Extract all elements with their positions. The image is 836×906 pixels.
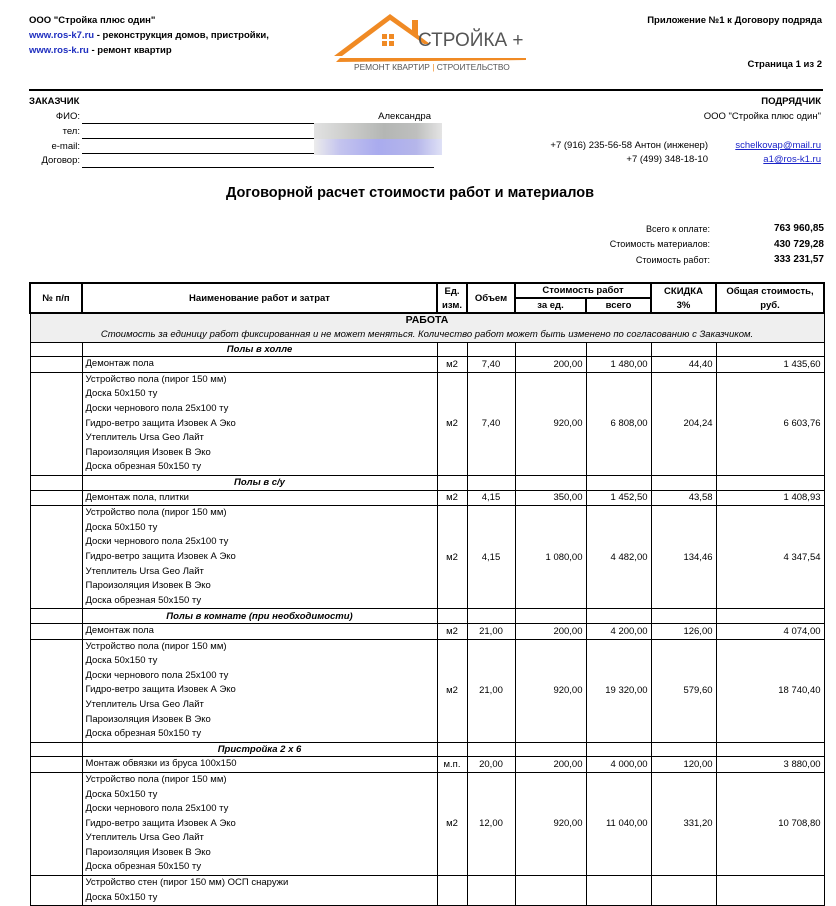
header-num: № п/п — [30, 283, 82, 313]
overall-cell: 1 408,93 — [716, 490, 824, 506]
item-material: Утеплитель Ursa Geo Лайт — [85, 565, 204, 577]
table-row — [30, 876, 824, 906]
item-title: Устройство пола (пирог 150 мм) — [85, 773, 227, 785]
empty-cell — [651, 609, 716, 624]
contract-field-line — [82, 167, 434, 168]
empty-cell — [586, 476, 651, 491]
table-row — [30, 639, 824, 742]
item-title: Устройство стен (пирог 150 мм) ОСП снаружи — [85, 877, 289, 889]
overall-cell: 10 708,80 — [716, 772, 824, 875]
price-cell: 920,00 — [515, 639, 586, 742]
total-row — [560, 221, 824, 237]
house-logo-icon — [330, 8, 530, 72]
phone-field-line — [82, 138, 314, 139]
price-cell: 920,00 — [515, 372, 586, 475]
qty-cell: 4,15 — [467, 490, 515, 506]
header-per-unit: за ед. — [515, 298, 586, 313]
unit-cell: м2 — [437, 372, 467, 475]
empty-cell — [716, 609, 824, 624]
table-row — [30, 757, 824, 773]
item-material: Доски чернового пола 25х100 ту — [85, 403, 229, 415]
discount-cell: 579,60 — [651, 639, 716, 742]
num-cell — [30, 639, 82, 742]
total-cell: 1 480,00 — [586, 357, 651, 373]
price-cell: 200,00 — [515, 357, 586, 373]
item-material: Гидро-ветро защита Изовек А Эко — [85, 417, 236, 429]
unit-cell: м2 — [437, 490, 467, 506]
header-discount-2: 3% — [651, 298, 716, 313]
price-cell: 200,00 — [515, 623, 586, 639]
overall-cell: 3 880,00 — [716, 757, 824, 773]
item-material: Доска 50х150 ту — [85, 655, 158, 667]
phone-label: тел: — [62, 126, 80, 137]
price-cell: 920,00 — [515, 772, 586, 875]
document-title: Договорной расчет стоимости работ и материалов — [226, 185, 594, 201]
num-cell — [30, 342, 82, 357]
email-label: e-mail: — [51, 141, 80, 152]
total-cell: 11 040,00 — [586, 772, 651, 875]
materials-value: 430 729,28 — [773, 238, 824, 250]
item-material: Пароизоляция Изовек В Эко — [85, 713, 211, 725]
site-line-2 — [29, 45, 172, 56]
total-cell — [586, 876, 651, 906]
item-material: Утеплитель Ursa Geo Лайт — [85, 832, 204, 844]
fio-value[interactable]: Александра — [378, 111, 431, 122]
item-title: Устройство пола (пирог 150 мм) — [85, 640, 227, 652]
fio-label: ФИО: — [55, 111, 80, 122]
item-material: Доски чернового пола 25х100 ту — [85, 536, 229, 548]
unit-cell: м2 — [437, 772, 467, 875]
item-name-cell — [82, 623, 437, 639]
num-cell — [30, 490, 82, 506]
site-line-1 — [29, 30, 269, 41]
header-divider — [29, 89, 823, 91]
empty-cell — [716, 342, 824, 357]
empty-cell — [515, 609, 586, 624]
empty-cell — [437, 742, 467, 757]
total-cell: 4 000,00 — [586, 757, 651, 773]
unit-cell — [437, 876, 467, 906]
item-name-cell — [82, 876, 437, 906]
works-label: Стоимость работ: — [635, 254, 710, 265]
header-unit-2: изм. — [437, 298, 467, 313]
totals-block — [560, 221, 824, 268]
item-material: Доска обрезная 50х150 ту — [85, 594, 202, 606]
item-material: Гидро-ветро защита Изовек А Эко — [85, 551, 236, 562]
empty-cell — [651, 742, 716, 757]
qty-cell: 7,40 — [467, 357, 515, 373]
empty-cell — [586, 609, 651, 624]
table-row — [30, 772, 824, 875]
discount-cell: 134,46 — [651, 506, 716, 609]
estimate-table — [29, 282, 825, 906]
num-cell — [30, 476, 82, 491]
site1-link[interactable]: www.ros-k7.ru — [29, 30, 95, 41]
total-cell: 4 482,00 — [586, 506, 651, 609]
discount-cell: 43,58 — [651, 490, 716, 506]
qty-cell — [467, 876, 515, 906]
empty-cell — [467, 742, 515, 757]
num-cell — [30, 772, 82, 875]
item-name-cell — [82, 772, 437, 875]
contractor-company: ООО "Стройка плюс один" — [703, 111, 821, 122]
redacted-email — [314, 139, 442, 155]
discount-cell: 120,00 — [651, 757, 716, 773]
table-row — [30, 372, 824, 475]
unit-cell: м2 — [437, 639, 467, 742]
company-logo — [330, 8, 530, 72]
group-row — [30, 476, 824, 491]
overall-cell: 6 603,76 — [716, 372, 824, 475]
empty-cell — [651, 342, 716, 357]
group-title: Полы в холле — [82, 342, 437, 357]
total-cell: 6 808,00 — [586, 372, 651, 475]
item-title: Демонтаж пола, плитки — [85, 491, 189, 503]
group-row — [30, 609, 824, 624]
num-cell — [30, 609, 82, 624]
empty-cell — [437, 476, 467, 491]
discount-cell — [651, 876, 716, 906]
appendix-label: Приложение №1 к Договору подряда — [647, 15, 822, 26]
qty-cell: 21,00 — [467, 639, 515, 742]
item-material: Пароизоляция Изовек В Эко — [85, 446, 211, 458]
table-row — [30, 623, 824, 639]
materials-row — [560, 237, 824, 253]
header-discount-1: СКИДКА — [651, 283, 716, 298]
num-cell — [30, 623, 82, 639]
num-cell — [30, 372, 82, 475]
item-material: Доска 50х150 ту — [85, 891, 158, 903]
table-row — [30, 490, 824, 506]
item-name-cell — [82, 506, 437, 609]
contractor-phone-1: +7 (916) 235-56-58 Антон (инженер) — [550, 140, 708, 151]
contractor-phone-2: +7 (499) 348-18-10 — [626, 154, 708, 165]
num-cell — [30, 742, 82, 757]
header-overall-2: руб. — [716, 298, 824, 313]
section-note: Стоимость за единицу работ фиксированная и не может меняться. Количество работ может быть изменено по согласованию с Заказчиком. — [30, 328, 824, 343]
empty-cell — [437, 342, 467, 357]
price-cell: 1 080,00 — [515, 506, 586, 609]
total-label: Всего к оплате: — [645, 223, 710, 234]
empty-cell — [515, 742, 586, 757]
total-value: 763 960,85 — [773, 223, 824, 235]
overall-cell: 4 347,54 — [716, 506, 824, 609]
empty-cell — [586, 342, 651, 357]
email-field-line — [82, 153, 314, 154]
item-material: Гидро-ветро защита Изовек А Эко — [85, 684, 236, 696]
table-row — [30, 506, 824, 609]
item-material: Пароизоляция Изовек В Эко — [85, 846, 211, 858]
discount-cell: 44,40 — [651, 357, 716, 373]
item-material: Доска 50х150 ту — [85, 788, 158, 800]
item-material: Доски чернового пола 25х100 ту — [85, 669, 229, 681]
redacted-phone — [314, 123, 442, 139]
item-title: Демонтаж пола — [85, 624, 154, 636]
header-cost-group: Стоимость работ — [515, 283, 651, 298]
empty-cell — [515, 476, 586, 491]
empty-cell — [437, 609, 467, 624]
overall-cell: 1 435,60 — [716, 357, 824, 373]
page-indicator: Страница 1 из 2 — [747, 59, 822, 70]
discount-cell: 126,00 — [651, 623, 716, 639]
empty-cell — [716, 476, 824, 491]
item-material: Доски чернового пола 25х100 ту — [85, 803, 229, 815]
qty-cell: 21,00 — [467, 623, 515, 639]
qty-cell: 20,00 — [467, 757, 515, 773]
overall-cell: 4 074,00 — [716, 623, 824, 639]
num-cell — [30, 357, 82, 373]
qty-cell: 4,15 — [467, 506, 515, 609]
item-title: Устройство пола (пирог 150 мм) — [85, 373, 227, 385]
group-title: Пристройка 2 х 6 — [82, 742, 437, 757]
item-material: Доска 50х150 ту — [85, 388, 158, 400]
empty-cell — [651, 476, 716, 491]
item-name-cell — [82, 372, 437, 475]
unit-cell: м2 — [437, 357, 467, 373]
site2-link[interactable]: www.ros-k.ru — [29, 45, 89, 56]
discount-cell: 204,24 — [651, 372, 716, 475]
item-material: Доска 50х150 ту — [85, 521, 158, 533]
overall-cell: 18 740,40 — [716, 639, 824, 742]
item-material: Доска обрезная 50х150 ту — [85, 861, 202, 873]
contractor-email-2[interactable]: a1@ros-k1.ru — [763, 154, 821, 165]
empty-cell — [716, 742, 824, 757]
empty-cell — [515, 342, 586, 357]
total-cell: 19 320,00 — [586, 639, 651, 742]
total-cell: 4 200,00 — [586, 623, 651, 639]
group-title: Полы в комнате (при необходимости) — [82, 609, 437, 624]
logo-tagline: РЕМОНТ КВАРТИР | СТРОИТЕЛЬСТВО — [354, 62, 510, 72]
group-row — [30, 342, 824, 357]
item-material: Утеплитель Ursa Geo Лайт — [85, 698, 204, 710]
site2-desc: - ремонт квартир — [88, 45, 172, 56]
price-cell — [515, 876, 586, 906]
item-name-cell — [82, 357, 437, 373]
qty-cell: 7,40 — [467, 372, 515, 475]
header-total: всего — [586, 298, 651, 313]
empty-cell — [467, 342, 515, 357]
item-title: Демонтаж пола — [85, 358, 154, 370]
materials-label: Стоимость материалов: — [609, 239, 710, 250]
num-cell — [30, 757, 82, 773]
item-material: Пароизоляция Изовек В Эко — [85, 580, 211, 592]
item-material: Доска обрезная 50х150 ту — [85, 461, 202, 473]
overall-cell — [716, 876, 824, 906]
item-name-cell — [82, 639, 437, 742]
empty-cell — [467, 609, 515, 624]
unit-cell: м2 — [437, 506, 467, 609]
contract-label: Договор: — [41, 155, 80, 166]
qty-cell: 12,00 — [467, 772, 515, 875]
num-cell — [30, 876, 82, 906]
group-title: Полы в с/у — [82, 476, 437, 491]
empty-cell — [467, 476, 515, 491]
price-cell: 350,00 — [515, 490, 586, 506]
works-value: 333 231,57 — [773, 254, 824, 266]
works-row — [560, 252, 824, 268]
unit-cell: м2 — [437, 623, 467, 639]
site1-desc: - реконструкция домов, пристройки, — [94, 30, 269, 41]
group-row — [30, 742, 824, 757]
header-name: Наименование работ и затрат — [82, 283, 437, 313]
unit-cell: м.п. — [437, 757, 467, 773]
item-material: Гидро-ветро защита Изовек А Эко — [85, 817, 236, 829]
item-material: Утеплитель Ursa Geo Лайт — [85, 432, 204, 444]
discount-cell: 331,20 — [651, 772, 716, 875]
total-cell: 1 452,50 — [586, 490, 651, 506]
item-material: Доска обрезная 50х150 ту — [85, 728, 202, 740]
empty-cell — [586, 742, 651, 757]
section-title: РАБОТА — [30, 313, 824, 328]
company-name: ООО "Стройка плюс один" — [29, 15, 156, 26]
header-overall-1: Общая стоимость, — [716, 283, 824, 298]
header-qty: Объем — [467, 283, 515, 313]
header-unit-1: Ед. — [437, 283, 467, 298]
item-title: Монтаж обвязки из бруса 100х150 — [85, 758, 237, 770]
contractor-title: ПОДРЯДЧИК — [761, 96, 821, 107]
logo-brand: СТРОЙКА + — [418, 30, 524, 51]
price-cell: 200,00 — [515, 757, 586, 773]
item-name-cell — [82, 757, 437, 773]
item-name-cell — [82, 490, 437, 506]
item-title: Устройство пола (пирог 150 мм) — [85, 507, 227, 519]
num-cell — [30, 506, 82, 609]
table-row — [30, 357, 824, 373]
contractor-email-1[interactable]: schelkovap@mail.ru — [735, 140, 821, 151]
customer-title: ЗАКАЗЧИК — [29, 96, 80, 107]
